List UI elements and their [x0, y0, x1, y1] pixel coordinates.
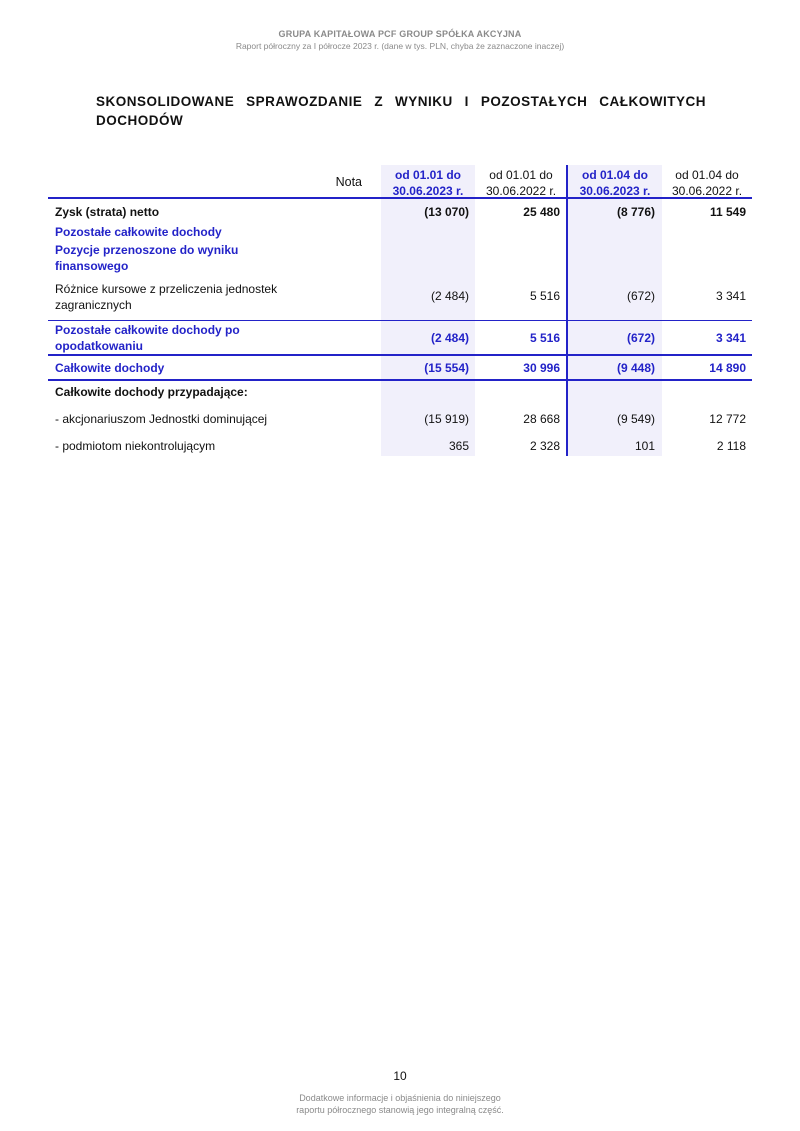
page-number: 10 — [393, 1069, 407, 1083]
row-label: Całkowite dochody — [55, 361, 165, 375]
value: 11 549 — [709, 205, 746, 219]
row-rule — [48, 320, 752, 321]
col-header-nota: Nota — [335, 175, 362, 189]
value: (15 919) — [424, 412, 469, 426]
value: 3 341 — [715, 289, 746, 303]
col-header-1-line2: 30.06.2023 r. — [392, 184, 464, 198]
row-label: Pozycje przenoszone do wyniku finansowego — [55, 243, 239, 273]
value: (9 448) — [616, 361, 655, 375]
row-rule — [48, 354, 752, 356]
value: 12 772 — [709, 412, 746, 426]
row-rule — [48, 379, 752, 381]
value: (13 070) — [424, 205, 469, 219]
row-label: Pozostałe całkowite dochody po opodatkowaniu — [55, 323, 240, 353]
col-header-3-line1: od 01.04 do — [581, 168, 649, 182]
value: (2 484) — [430, 289, 469, 303]
value: 2 328 — [529, 439, 560, 453]
value: 365 — [448, 439, 469, 453]
col-header-1-line1: od 01.01 do — [394, 168, 462, 182]
value: (2 484) — [430, 331, 469, 345]
company-header: GRUPA KAPITAŁOWA PCF GROUP SPÓŁKA AKCYJNA — [278, 29, 522, 39]
value: 30 996 — [523, 361, 560, 375]
value: 101 — [634, 439, 655, 453]
footer-note — [0, 1092, 800, 1116]
value: 5 516 — [529, 331, 560, 345]
row-label: Pozostałe całkowite dochody — [55, 225, 222, 239]
value: 5 516 — [529, 289, 560, 303]
footer-note-line1: Dodatkowe informacje i objaśnienia do niniejszego — [299, 1093, 501, 1103]
value: (672) — [626, 289, 655, 303]
col-header-2-line2: 30.06.2022 r. — [485, 184, 557, 198]
page-title: SKONSOLIDOWANE SPRAWOZDANIE Z WYNIKU I POZOSTAŁYCH CAŁKOWITYCH DOCHODÓW — [96, 94, 706, 128]
col-header-4-line1: od 01.04 do — [675, 168, 739, 182]
row-label: - akcjonariuszom Jednostki dominującej — [55, 412, 268, 426]
value: 3 341 — [715, 331, 746, 345]
row-label: - podmiotom niekontrolującym — [55, 439, 216, 453]
value: 28 668 — [523, 412, 560, 426]
value: 2 118 — [716, 439, 746, 453]
row-label: Całkowite dochody przypadające: — [55, 385, 248, 399]
col-header-2 — [475, 167, 567, 199]
value: (9 549) — [616, 412, 655, 426]
value: (672) — [626, 331, 655, 345]
col-header-1 — [381, 167, 475, 199]
value: 25 480 — [523, 205, 560, 219]
value: (8 776) — [616, 205, 655, 219]
value: (15 554) — [424, 361, 469, 375]
report-subtitle: Raport półroczny za I półrocze 2023 r. (dane w tys. PLN, chyba że zaznaczone inaczej) — [235, 41, 565, 51]
footer-note-line2: raportu półrocznego stanowią jego integralną część. — [296, 1105, 504, 1115]
value: 14 890 — [709, 361, 746, 375]
row-label: Zysk (strata) netto — [55, 205, 160, 219]
col-header-3 — [568, 167, 662, 199]
col-header-2-line1: od 01.01 do — [489, 168, 553, 182]
col-header-4 — [662, 167, 752, 199]
col-header-4-line2: 30.06.2022 r. — [671, 184, 743, 198]
row-label: Różnice kursowe z przeliczenia jednostek zagranicznych — [55, 282, 278, 312]
col-header-3-line2: 30.06.2023 r. — [579, 184, 651, 198]
